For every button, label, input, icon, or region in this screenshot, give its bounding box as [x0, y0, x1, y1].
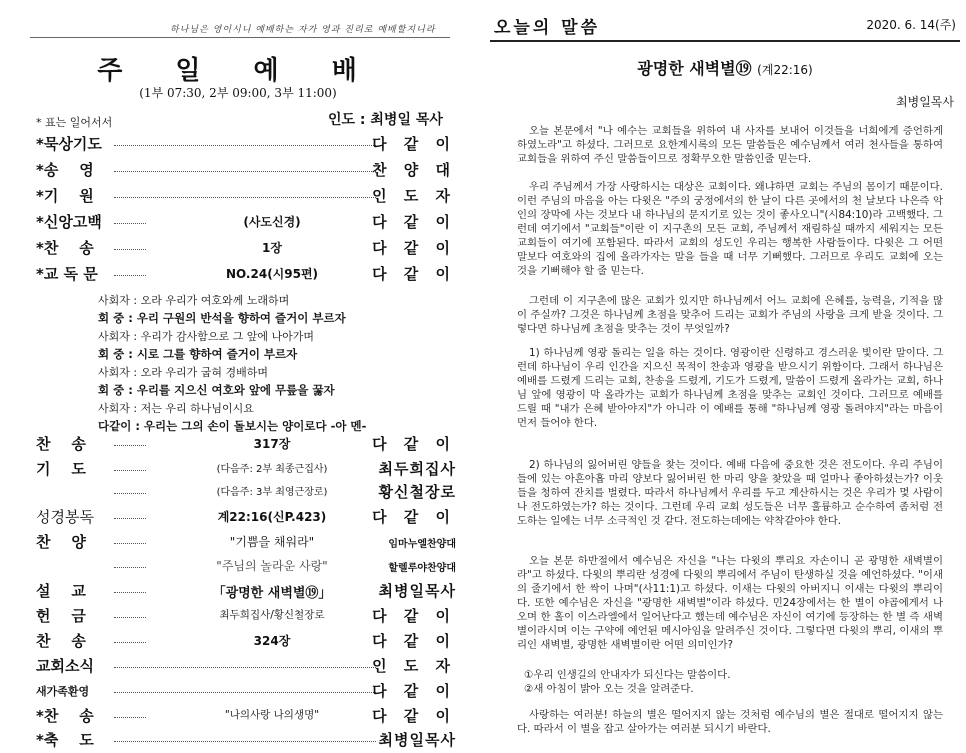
order-name: 헌 금	[36, 607, 86, 625]
order-content: "기쁨을 채워라"	[146, 533, 398, 550]
order-row	[36, 211, 456, 233]
sermon-title-text: 광명한 새벽별⑲	[637, 59, 752, 78]
order-leader: 다 같 이	[372, 239, 456, 257]
order-row	[36, 159, 456, 181]
order-row	[36, 555, 456, 577]
preacher: 최병일목사	[896, 95, 954, 109]
order-leader: 할렐루야찬양대	[388, 563, 456, 574]
order-row	[36, 605, 456, 627]
order-row	[36, 705, 456, 727]
order-row	[36, 481, 456, 503]
sermon-point: ①우리 인생길의 안내자가 되신다는 말씀이다.	[524, 669, 731, 681]
order-row	[36, 185, 456, 207]
order-row	[36, 237, 456, 259]
order-leader: 다 같 이	[372, 508, 456, 526]
order-row	[36, 630, 456, 652]
responsive-reading-line: 사회자 : 오라 우리가 굽혀 경배하며	[98, 366, 268, 379]
dotted-leader	[114, 692, 376, 693]
responsive-reading-line: 사회자 : 저는 우리 하나님이시요	[98, 402, 254, 415]
order-name: 찬 송	[36, 632, 86, 650]
order-name: 성경봉독	[36, 508, 94, 526]
order-name: *기 원	[36, 187, 94, 205]
dotted-leader	[114, 145, 376, 146]
order-name: *신앙고백	[36, 213, 102, 231]
order-row	[36, 458, 456, 480]
order-content: (사도신경)	[146, 213, 398, 230]
order-row	[36, 729, 456, 751]
order-leader: 다 같 이	[372, 135, 456, 153]
responsive-reading-line: 다같이 : 우리는 그의 손이 돌보시는 양이로다 -아 멘-	[98, 419, 367, 433]
service-times: (1부 07:30, 2부 09:00, 3부 11:00)	[139, 86, 337, 100]
dotted-leader	[114, 197, 376, 198]
order-row	[36, 433, 456, 455]
order-content: (다음주: 2부 최종근집사)	[146, 460, 398, 475]
order-content: NO.24(시95편)	[146, 265, 398, 282]
order-row	[36, 531, 456, 553]
order-content: 계22:16(신P.423)	[146, 508, 398, 525]
responsive-reading-line: 사회자 : 오라 우리가 여호와께 노래하며	[98, 294, 290, 307]
title-divider	[490, 40, 960, 42]
order-content: 1장	[146, 239, 398, 256]
sermon-paragraph: 오늘 본문 하반절에서 예수님은 자신을 "나는 다윗의 뿌리요 자손이니 곧 광명한 새벽별이라"고 하셨다. 다윗의 뿌리란 성경에 다윗의 뿌리에서 주님이 탄생하실 것을 예언하셨다. "이새의 줄기에서 한 싹이 나며"(사11:1)고 하셨다. 이새는 다윗의 아버지니 이새는 다윗의 뿌리이다. 또한 예수님은 자신을 "광명한 새벽별"이라 하셨다. 민24장에서는 한 별이 야곱에게서 나오며 한 홀이 이스라엘에서 일어난다고 했는데 예수님은 자신이 여기에 등장하는 한 별 즉 새벽별이라시며 이는 구약에 예언된 메시아임을 알려주신 것이다. 그렇다면 다윗의 뿌리, 이새의 뿌리인 새벽별, 광명한 새벽별이란 어떤 의미인가?	[517, 555, 943, 651]
order-leader: 다 같 이	[372, 265, 456, 283]
order-leader: 최두희집사	[378, 460, 456, 478]
order-row	[36, 655, 456, 677]
header-motto: 하나님은 영이시니 예배하는 자가 영과 진리로 예배할지니라	[170, 25, 436, 35]
order-leader: 다 같 이	[372, 707, 456, 725]
order-name: *송 영	[36, 161, 94, 179]
order-name: *축 도	[36, 731, 94, 749]
service-leader: 인도 : 최병일 목사	[328, 112, 443, 128]
order-name: *찬 송	[36, 239, 94, 257]
stand-note: * 표는 일어서서	[36, 116, 113, 129]
order-leader: 최병일목사	[378, 582, 456, 600]
sermon-point: ②새 아침이 밝아 오는 것을 알려준다.	[524, 683, 694, 695]
responsive-reading-line: 사회자 : 우리가 감사함으로 그 앞에 나아가며	[98, 330, 314, 343]
order-content: 최두희집사/황신철장로	[146, 607, 398, 622]
sermon-paragraph: 그런데 이 지구촌에 많은 교회가 있지만 하나님께서 어느 교회에 은혜를, 능력을, 기적을 많이 주실까? 그것은 하나님께 초점을 맞추어 드리는 교회가 주님의 사랑을 크게 받을 것이다. 그렇다면 하나님께 초점을 맞추는 것이 무엇일까?	[517, 295, 943, 335]
order-row	[36, 133, 456, 155]
order-leader: 다 같 이	[372, 682, 456, 700]
responsive-reading-line: 회 중 : 우리 구원의 반석을 향하여 즐거이 부르자	[98, 311, 346, 325]
order-leader: 다 같 이	[372, 213, 456, 231]
order-leader: 다 같 이	[372, 435, 456, 453]
order-row	[36, 680, 456, 702]
order-leader: 찬 양 대	[372, 161, 456, 179]
sermon-paragraph: 2) 하나님의 잃어버린 양들을 찾는 것이다. 예배 다음에 중요한 것은 전도이다. 우리 주님이 들에 있는 아흔아홉 마리 양보다 잃어버린 한 마리 양을 찾았을 때 얼마나 좋아하셨는가? 이웃들을 청하여 잔치를 벌렸다. 따라서 하나님께서 우리를 두고 계산하시는 것은 우리가 몇 사람이나 전도하였는가? 하는 것이다. 그런데 우리 교회 성도들은 너무 훌륭하고 순수하여 좀처럼 전도하는 일에는 너무 소극적인 것 같다. 전도하는데에는 약착같아야 한다.	[517, 459, 943, 527]
dotted-leader	[114, 171, 376, 172]
order-row	[36, 580, 456, 602]
order-content: "주님의 놀라운 사랑"	[146, 557, 398, 574]
order-leader: 다 같 이	[372, 632, 456, 650]
order-of-service	[0, 0, 476, 753]
order-leader: 최병일목사	[378, 731, 456, 749]
section-title: 오늘의 말씀	[494, 18, 601, 38]
order-name: 설 교	[36, 582, 86, 600]
sermon-reference: (계22:16)	[757, 63, 813, 77]
order-name: 찬 양	[36, 533, 86, 551]
order-content: 324장	[146, 632, 398, 649]
dotted-leader	[114, 741, 376, 742]
order-row	[36, 263, 456, 285]
order-name: 교회소식	[36, 657, 94, 675]
order-leader: 인 도 자	[372, 187, 456, 205]
responsive-reading-line: 회 중 : 우리를 지으신 여호와 앞에 무릎을 꿇자	[98, 383, 335, 397]
order-row	[36, 506, 456, 528]
sermon-paragraph: 사랑하는 여러분! 하늘의 별은 떨어지지 않는 것처럼 예수님의 별은 절대로 떨어지지 않는다. 따라서 이 별을 잡고 살아가는 여러분 되시기 바란다.	[517, 709, 943, 735]
order-leader: 황신철장로	[378, 483, 456, 501]
order-content: 317장	[146, 435, 398, 452]
header-divider	[30, 37, 450, 38]
order-content: (다음주: 3부 최영근장로)	[146, 483, 398, 498]
dotted-leader	[114, 667, 376, 668]
order-name: 찬 송	[36, 435, 86, 453]
sermon-title	[484, 56, 966, 79]
order-name: 새가족환영	[36, 685, 90, 698]
order-leader: 인 도 자	[372, 657, 456, 675]
order-content: "나의사랑 나의생명"	[146, 707, 398, 722]
todays-word	[484, 0, 966, 753]
sermon-paragraph: 1) 하나님께 영광 돌리는 일을 하는 것이다. 영광이란 신령하고 경스러운 빛이란 말이다. 그런데 하나님이 우리 인간을 지으신 목적이 찬송과 영광을 받으시기 위함이다. 그래서 하나님은 예배를 드렸게 드리는 교회, 찬송을 드렸게, 기도가 드렸게, 말씀이 드렸게 올라가는 교회, 하나님 앞에 영광이 막 올라가는 교회가 하나님께 초점을 맞추는 교회인 것이다. 그러므로 예배를 드릴 때 "내가 은혜 받아야지"가 아니라 이 예배를 통해 "하나님께 영광 돌려야지"라는 마음이 먼저 들어야 한다.	[517, 347, 943, 429]
bulletin-date: 2020. 6. 14(주)	[866, 18, 956, 32]
order-name: 기 도	[36, 460, 86, 478]
order-leader: 임마누엘찬양대	[388, 539, 456, 550]
order-name: *찬 송	[36, 707, 94, 725]
sermon-paragraph: 우리 주님께서 가장 사랑하시는 대상은 교회이다. 왜냐하면 교회는 주님의 몸이기 때문이다. 이런 주님의 마음을 아는 다윗은 "주의 궁정에서의 한 날이 다른 곳에서의 천 날보다 나은즉 악인의 장막에 사는 것보다 내 하나님의 문지기로 있는 것이 좋사오니"(시84:10)라 고백했다. 그런데 여기에서 "교회들"이란 이 지구촌의 모든 교회, 주님께서 재림하실 때까지 세워지는 모든 교회들이 여기에 포함된다. 따라서 교회의 성도인 우리는 행복한 사람들이다. 다윗은 그 어떤 말보다 여호와의 집에 올라가자는 말을 들을 때 너무 기뻐했다. 그러므로 우리도 교회에 오는 것을 기뻐해야 할 줄 믿는다.	[517, 181, 943, 277]
order-name: *교 독 문	[36, 265, 98, 283]
order-leader: 다 같 이	[372, 607, 456, 625]
responsive-reading-line: 회 중 : 시로 그를 향하여 즐거이 부르자	[98, 347, 298, 361]
order-content: 「광명한 새벽별⑲」	[146, 582, 398, 601]
service-title: 주 일 예 배	[97, 56, 379, 86]
sermon-paragraph: 오늘 본문에서 "나 예수는 교회들을 위하여 내 사자를 보내어 이것들을 너희에게 증언하게 하였노라"고 하셨다. 그러므로 요한계시록의 모든 말씀들은 예수님께서 여러 천사들을 통하여 교회들을 위하여 주신 말씀들이므로 정확무오한 말씀인줄 믿는다.	[517, 125, 943, 165]
order-name: *묵상기도	[36, 135, 102, 153]
